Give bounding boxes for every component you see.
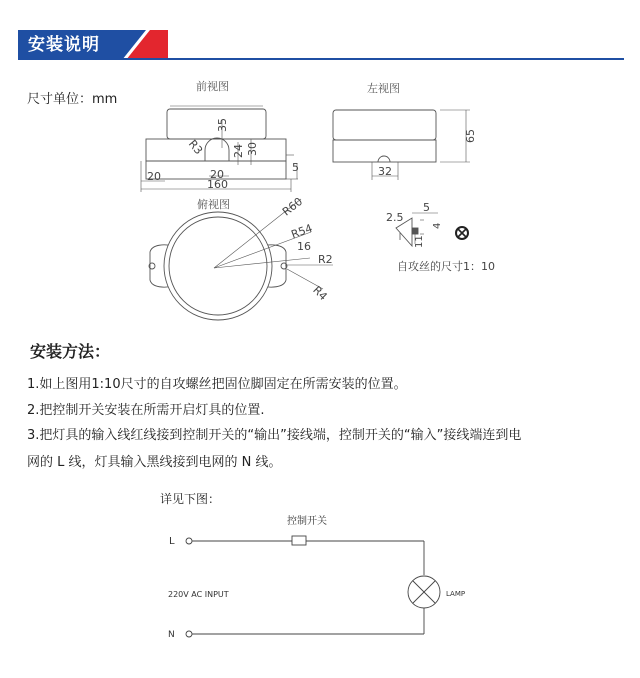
- wiring-neutral-label: N: [168, 630, 175, 640]
- dim-r60: R60: [280, 194, 306, 219]
- dim-16: 16: [297, 240, 311, 253]
- terminal-l: [186, 538, 192, 544]
- step-3-line-2: 网的 L 线，灯具输入黑线接到电网的 N 线。: [27, 455, 282, 470]
- method-heading: 安装方法：: [30, 342, 111, 361]
- wiring-caption: 详见下图：: [160, 492, 221, 506]
- unit-label: 尺寸单位：mm: [27, 92, 118, 107]
- dim-35: 35: [216, 118, 229, 132]
- wiring-lamp-label: LAMP: [446, 590, 466, 598]
- dim-30: 30: [246, 142, 259, 156]
- dim-screw-5: 5: [423, 201, 430, 214]
- step-3-line-1: 3.把灯具的输入线红线接到控制开关的“输出”接线端，控制开关的“输入”接线端连到电: [27, 428, 522, 443]
- dim-r2: R2: [318, 253, 333, 266]
- dim-2-5: 2.5: [386, 211, 404, 224]
- wiring-line-label: L: [169, 536, 175, 547]
- terminal-n: [186, 631, 192, 637]
- dim-32: 32: [378, 165, 392, 178]
- dim-20-left: 20: [147, 170, 161, 183]
- dim-r3: R3: [185, 137, 206, 158]
- wiring-input-label: 220V AC INPUT: [168, 590, 229, 599]
- dim-4: 4: [432, 222, 443, 229]
- wiring-switch-label: 控制开关: [287, 516, 327, 527]
- step-2: 2.把控制开关安装在所需开启灯具的位置.: [27, 403, 265, 418]
- dim-65: 65: [464, 129, 477, 143]
- section-title: 安装说明: [28, 35, 100, 55]
- control-switch: [292, 536, 306, 545]
- dim-r54: R54: [289, 221, 315, 242]
- dim-r4: R4: [310, 283, 330, 304]
- top-view-label: 俯视图: [197, 198, 230, 211]
- step-1: 1.如上图用1:10尺寸的自攻螺丝把固位脚固定在所需安装的位置。: [27, 377, 407, 392]
- dim-160: 160: [207, 178, 228, 191]
- dim-24: 24: [232, 144, 245, 158]
- dim-20-bottom: 20: [210, 168, 224, 181]
- screw-caption: 自攻丝的尺寸1：10: [397, 260, 495, 273]
- dim-5: 5: [292, 161, 299, 174]
- front-view-label: 前视图: [196, 80, 229, 93]
- left-view-label: 左视图: [367, 82, 400, 95]
- dim-11: 11: [414, 235, 425, 248]
